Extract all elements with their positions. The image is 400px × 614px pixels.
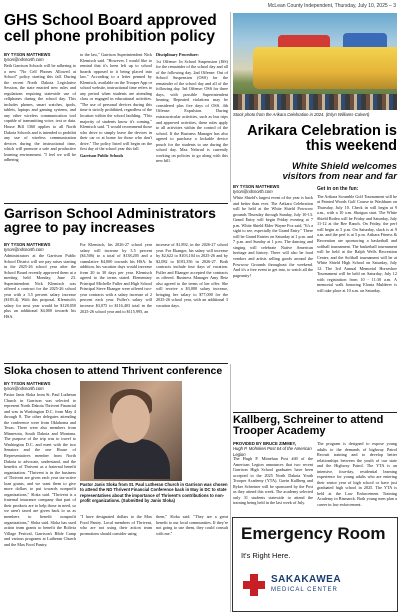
sloka-byline-name: BY TYSON MATTHEWS (4, 381, 51, 386)
arikara-photo-caption: Stock photo from the Arikara Celebration in 2024. (Erlyn Williams-Calvert) (233, 112, 370, 117)
admin-column-2 (80, 242, 152, 361)
sloka-column-2 (80, 514, 152, 612)
admin-col1-text: Administrators at the Garrison Public School District will see pay raises starting in the 2025-26 school year after the School Board recently approved them at a meeting held Monday, June 23. Superintendent Nick Klemisch was offered a contract for the 2025-26 school year with a 3.5 percent salary increase ($183.4). With this proposal, Klemisch's salary for next year would be $128,050 plus an additional $4,000 towards his HSA. (4, 253, 76, 320)
sloka-column-1 (4, 392, 76, 612)
ghs-column-2 (80, 52, 152, 201)
admin-column-1 (4, 253, 76, 361)
ad-brand-sub: MEDICAL CENTER (271, 587, 338, 593)
ghs-col3-head: Disciplinary Procedure: (156, 52, 199, 57)
admin-col2-text: For Klemisch, his 2026-27 school year salary will increase by 3.5 percent ($4,506) to a total of $138,205 and a cumulative $4,000 towards his HSA. In addition, his vacation days would increase from 20 to 30 days per year. Klemisch agreed to the terms stated. Elementary Principal Michelle Fuller and High School Principal Steve Ekanger were offered two-year contracts with a salary increase of 2 percent each year. Fuller's salary will increase $3,075 to $116,403 total in the 2025-26 school year and to $115,995, an (80, 242, 152, 314)
sloka-col2-text: "I have designated dollars to the Max Food Pantry. Local members of Thrivent, who are not using their action team promotions should consider using (80, 514, 152, 536)
sloka-col3-text: them," Sloka said. "They are a great benefit to our local communities. If they're not going to use them, they could consult with me." (156, 514, 228, 536)
ad-subtitle: It's Right Here. (241, 551, 291, 560)
admin-byline-email: tyson@ndsnorth.com (4, 247, 44, 253)
ghs-byline-email: tyson@ndsnorth.com (4, 57, 44, 63)
arikara-byline (233, 184, 313, 195)
kallberg-column-1 (233, 456, 313, 514)
ghs-col3-text: 1st Offense: In School Suspension (ISS) for the remainder of the school day and all of the following day. 2nd Offense: Out of School Suspension (OSS) for the remainder of the school day and all of the following day. 3rd Offense: OSS for three days, with possible Superintendent hearing. Repeated violations may be considered plus five days of OSS. 4th Offense: Expulsion. During extracurricular activities, such as bus trips and approved activities, these rules apply to all activities within the control of the school. If the Business Manager has also agreed to purchase a lockable device pouch for the students to use during the school day. Max Nelsrud is currently working on policies to go along with this new bill. (156, 58, 228, 164)
kallberg-headline: Kallberg, Schreiner to attend Trooper Academy (233, 414, 384, 438)
kallberg-byline (233, 441, 313, 457)
sloka-headline: Sloka chosen to attend Thrivent conference (4, 365, 223, 377)
sloka-col1-text: Pastor Janis Sloka from St. Paul Lutheran Church in Garrison was selected to represent North Dakota Thrivent Financial and was in Washington D.C. from May 4 through 8. The other delegates attending the conference were from Oklahoma and Texas. There were also members from Minnesota, South Dakota and Montana. The purpose of the trip was to travel to Washington D.C. and meet with the two Senators and the one House of Representatives member from North Dakota to advocate, understand, and the benefits of Thrivent as a fraternal benefit organization. "Thrivent is in the business of Thrivent are given each year tax-active loan grants, and we want them to give more dollars to put towards nonprofit organizations," Sloka said. "Thrivent is a fraternal insurance company that part of their products are to help those in need, so we aren't taxed are given back to us as members to benefit nonprofit organizations," Sloka said. Sloka has used action team grants to benefit the Bolivia Village Festival, Garrison's Bible Camp and various programs at Lutheran Church and the Max Food Pantry. (4, 392, 76, 547)
ghs-column-3 (156, 52, 228, 201)
admin-col3-text: increase of $1,892, in the 2026-27 school year. For Ekanger, his salary will increase by $2,622 to $103,104 in 2025-26 and by $2,082 to $103,356 in 2026-27. Both contracts include four days of vacation. Fuller and Ekanger accepted the contracts as offered. Business Manager Amy Betz also agreed to the terms of her offer. She will receive a $3,000 salary increase, bringing her salary to $77,000 for the 2025-26 school year, with an additional 3 vacation days. (156, 242, 228, 309)
kallberg-col1-text: The Hugh P. Mitnehan Post #40 of the American Legion announces that two recent Garrison High School graduates have been accepted to the 2025 North Dakota Youth Trooper Academy (YTA). Gavin Kallberg and Ryker Schreiner will be sponsored by the Post as they attend this week. The academy selected only 31 students statewide to attend the training being held in the last week of July. (233, 456, 313, 506)
ad-brand: SAKAKAWEA (271, 574, 342, 585)
arikara-headline: Arikara Celebration is this weekend (247, 123, 397, 154)
admin-headline: Garrison School Administrators agree to pay increases (4, 205, 216, 236)
arikara-byline-email: tyson@ndsnorth.com (233, 189, 273, 195)
arikara-photo (233, 13, 397, 110)
ghs-byline (4, 52, 79, 63)
ghs-col2-text: to the law," Garrison Superintendent Nick Klemisch said. "However, I would like to remind that it's been left up to school boards opposed to it being placed into law." According to a letter penned by Klemisch, available on the Trooper App or school website, instructional time refers to any period when students are attending class or engaged in educational activities. "The use of personal devices during this time is strictly prohibited, regardless of the location within the school building. "This majority of students know it's coming," Klemisch said. "I would recommend those who drive to simply leave the devices in their car or at home for those who don't drive." The policy listed will begin on the first day of the school year this fall. (80, 52, 152, 152)
kallberg-byline-name: PROVIDED BY BRUCE ZIMMEY, (233, 441, 296, 446)
sloka-byline (4, 381, 76, 392)
admin-byline-name: BY TYSON MATTHEWS (4, 242, 51, 247)
admin-byline (4, 242, 76, 253)
arikara-col2-text: The Arikara Scramble Golf Tournament will be at Painted Woods Golf Course in Washburn on Thursday, July 10. Check in will begin at 9 a.m., with a 10 a.m. Shotgun start. The White Shield Rodeo will be Friday and Saturday, July 11-12 at the Ree Ranch. On Friday, the perf will begin at 5 p.m. On Saturday, slack is at 9 a.m. and the perf is at 5 p.m. Arikara Fitness & Recreation are sponsoring a basketball and softball tournament. The basketball tournament will be held at the Ralph Wells Recreation Center, and the Softball tournament will be at White Shield High School on Saturday, July 12. The 3rd Annual Memorial Horseshoe Tournament will be held on Saturday, July 12 with registration from 10 - 11:30 a.m. A memorial walk honoring Elonia Mulderer is will take place at 10 a.m. on Saturday. (317, 193, 397, 293)
kallberg-column-2 (317, 441, 397, 514)
sloka-photo-caption: Pastor Janis Sloka from St. Paul Lutheran Church in Garrison was chosen to attend the ND Thrivent Financial Conference back in May in DC to state representatives about the importance of Thrivent's contributions to non-profit organizations. (Submitted by Janis Sloka) (80, 482, 228, 504)
kallberg-col2-text: The program is designed to expose young adults to the demands of highway Patrol Recruit training and to develop better relationships between the youth of our state and the Highway Patrol. The YTA is an intensive, four-day, residential learning experience for young adults who are entering their senior year of high school or have just graduated high school in 2025. The YTA is held at the Law Enforcement Training Academy in Bismarck. Both young men plan a career in law enforcement. (317, 441, 397, 508)
medical-cross-icon (243, 574, 265, 596)
ghs-col1-text: Beth Garrison Schools will be adhering to a new "No Cell Phones Allowed at School" policy starting this fall. During the recent North Dakota Legislative Session, the state enacted new rules and regulations requiring statewide use of cellphones during the school day. This includes phones, smart watches, ipods, tablets, laptops and gaming systems, and any other wireless communication tool capable of transmitting voice, text or data. House Bill 1360 applies to all North Dakota Schools and is intended to prohibit any use of wireless communication devices during the instructional time, which will promote a safe and productive learning environment. "I feel we will be adhering (4, 63, 76, 163)
ghs-byline-name: BY TYSON MATTHEWS (4, 52, 51, 57)
ad-title: Emergency Room (241, 524, 386, 543)
kallberg-byline-sub: Hugh P. Mohnken Post 64 of the American Legion (233, 446, 312, 457)
arikara-col1-text: White Shield's largest event of the year is back and better than ever. The Arikara Celebration will be held at the White Shield Powwow grounds Thursday through Sunday, July 10-13. Grand Entry will begin Friday evening at 7 p.m. White Shield Elder Wayne Fox said, "It's a sight to see, especially the Grand Entry." There will be Grand Entries on Saturday at 1 p.m. and 7 p.m. and Sunday at 1 p.m. The dancing and singing will celebrate Native American heritage and history. There will also be food vendors and artists selling goods around the Powwow Grounds throughout the weekend. And it's a free event to get into, to watch all the pageantry! (233, 195, 313, 278)
ghs-col2-head: Garrison Public Schools (80, 152, 124, 158)
arikara-col2-head: Get in on the fun: (317, 186, 359, 192)
sloka-column-3 (156, 514, 228, 612)
admin-column-3 (156, 242, 228, 361)
arikara-column-2 (317, 184, 397, 410)
ghs-headline: GHS School Board approved cell phone prohibition policy (4, 12, 217, 45)
page-header-text: McLean County Independent, Thursday, July 10, 2025 – 3 (267, 3, 396, 9)
arikara-byline-name: BY TYSON MATTHEWS (233, 184, 280, 189)
sloka-photo (80, 381, 182, 481)
arikara-subhead: White Shield welcomes visitors from near and far (282, 161, 397, 183)
ghs-column-1 (4, 63, 76, 201)
arikara-column-1 (233, 195, 313, 410)
sloka-byline-email: tyson@ndsnorth.com (4, 386, 44, 392)
emergency-room-ad (232, 517, 398, 612)
